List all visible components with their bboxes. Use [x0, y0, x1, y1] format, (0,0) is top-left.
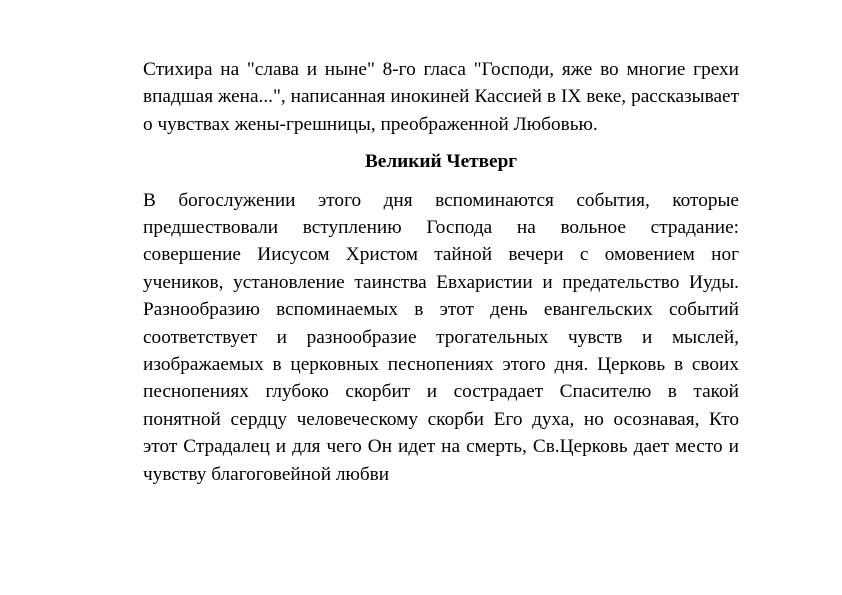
text-column [143, 56, 739, 488]
intro-paragraph: Стихира на "слава и ныне" 8-го гласа "Господи, яже во многие грехи впадшая жена...", написанная инокиней Кассией в IX веке, рассказывает о чувствах жены-грешницы, преображенной Любовью. [143, 59, 739, 135]
section-heading: Великий Четверг [364, 151, 518, 173]
body-paragraph: В богослужении этого дня вспоминаются события, которые предшествовали вступлению Господа на вольное страдание: совершение Иисусом Христом тайной вечери с омовением ног учеников, установление таинства Евхаристии и предательство Иуды. Разнообразию вспоминаемых в этот день евангельских событий соответствует и разнообразие трогательных чувств и мыслей, изображаемых в церковных песнопениях этого дня. Церковь в своих песнопениях глубоко скорбит и сострадает Спасителю в такой понятной сердцу человеческому скорби Его духа, но осознавая, Кто этот Страдалец и для чего Он идет на смерть, Св.Церковь дает место и чувству благоговейной любви [143, 189, 739, 485]
